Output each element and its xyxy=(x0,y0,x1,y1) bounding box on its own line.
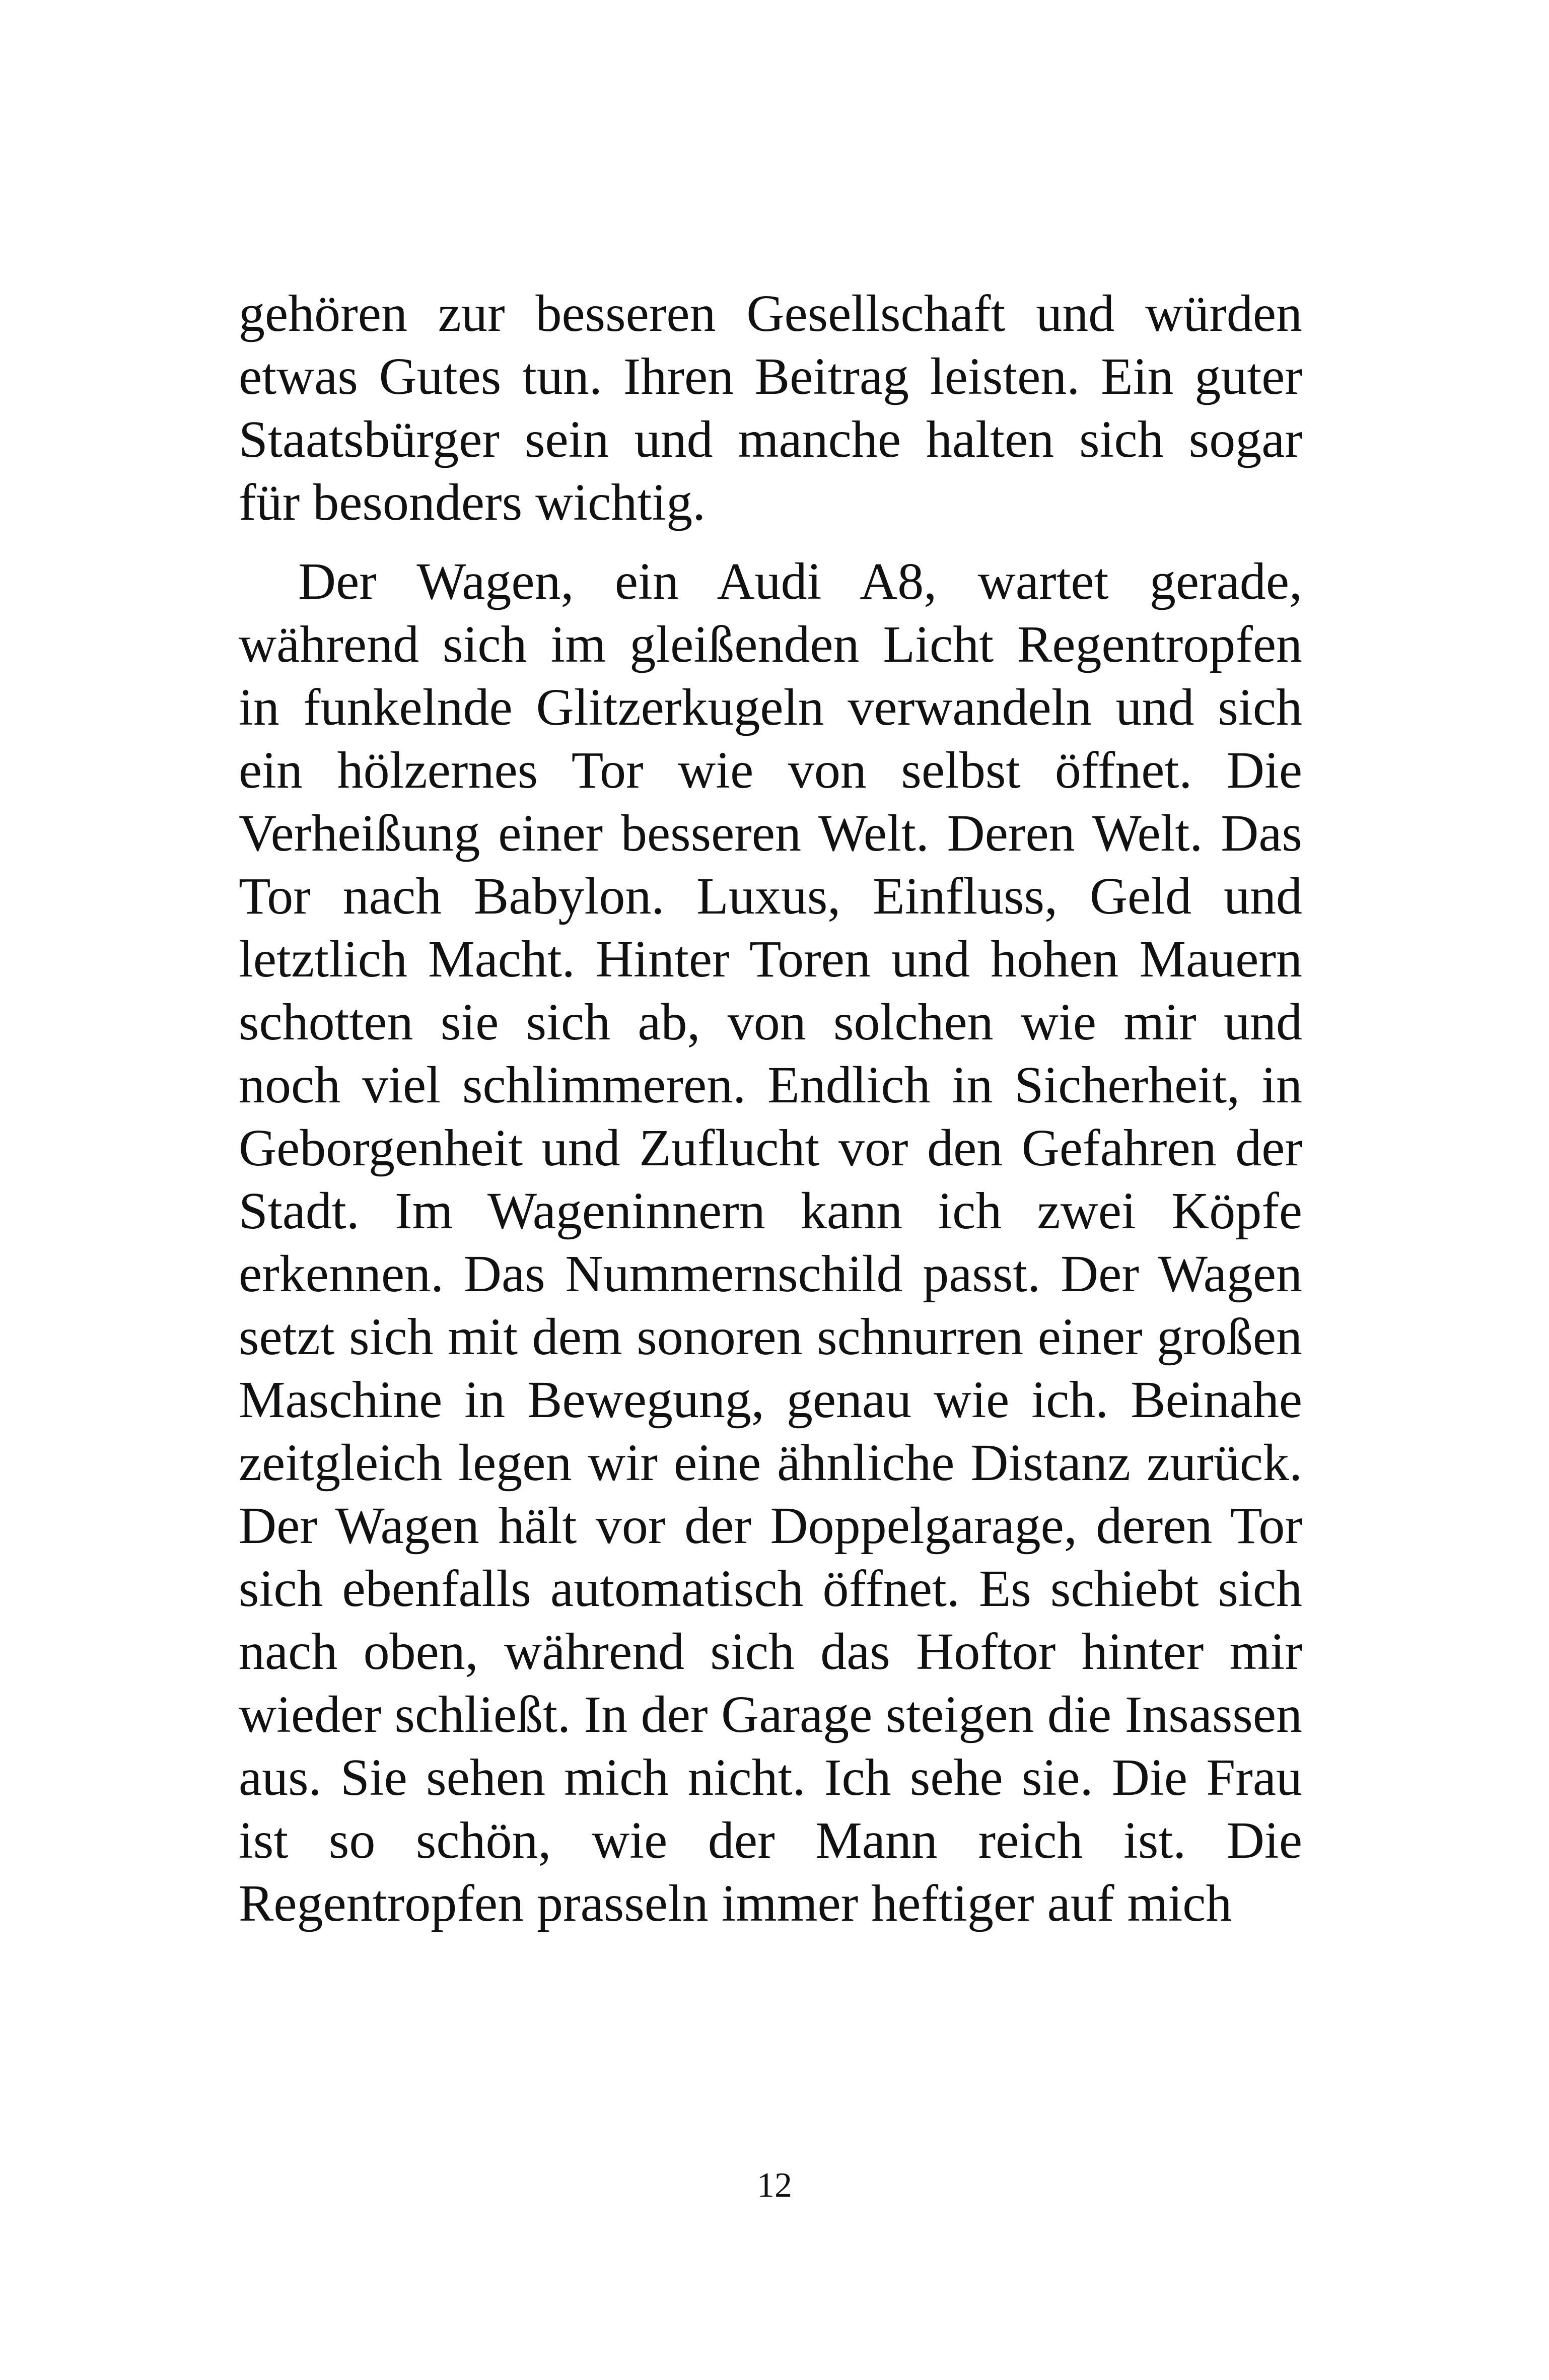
paragraph-2: Der Wagen, ein Audi A8, wartet gerade, während sich im gleißenden Licht Regentropfen in funkelnde Glitzerkugeln verwandeln und sich ein hölzernes Tor wie von selbst öffnet. Die Verheißung einer besseren Welt. Deren Welt. Das Tor nach Babylon. Luxus, Einfluss, Geld und letztlich Macht. Hinter Toren und hohen Mauern schotten sie sich ab, von solchen wie mir und noch viel schlimmeren. Endlich in Sicherheit, in Geborgenheit und Zuflucht vor den Gefahren der Stadt. Im Wageninnern kann ich zwei Köpfe erkennen. Das Nummernschild passt. Der Wagen setzt sich mit dem sonoren schnurren einer großen Maschine in Bewegung, genau wie ich. Beinahe zeitgleich legen wir eine ähnliche Distanz zurück. Der Wagen hält vor der Doppelgarage, deren Tor sich ebenfalls automatisch öffnet. Es schiebt sich nach oben, während sich das Hoftor hinter mir wieder schließt. In der Garage steigen die Insassen aus. Sie sehen mich nicht. Ich sehe sie. Die Frau ist so schön, wie der Mann reich ist. Die Regentropfen prasseln immer heftiger auf mich xyxy=(239,552,1302,1932)
page-number: 12 xyxy=(757,2166,792,2205)
body-text xyxy=(239,282,1302,1935)
paragraph-1: gehören zur besseren Gesellschaft und würden etwas Gutes tun. Ihren Beitrag leisten. Ein guter Staatsbürger sein und manche halten sich sogar für besonders wichtig. xyxy=(239,285,1302,531)
